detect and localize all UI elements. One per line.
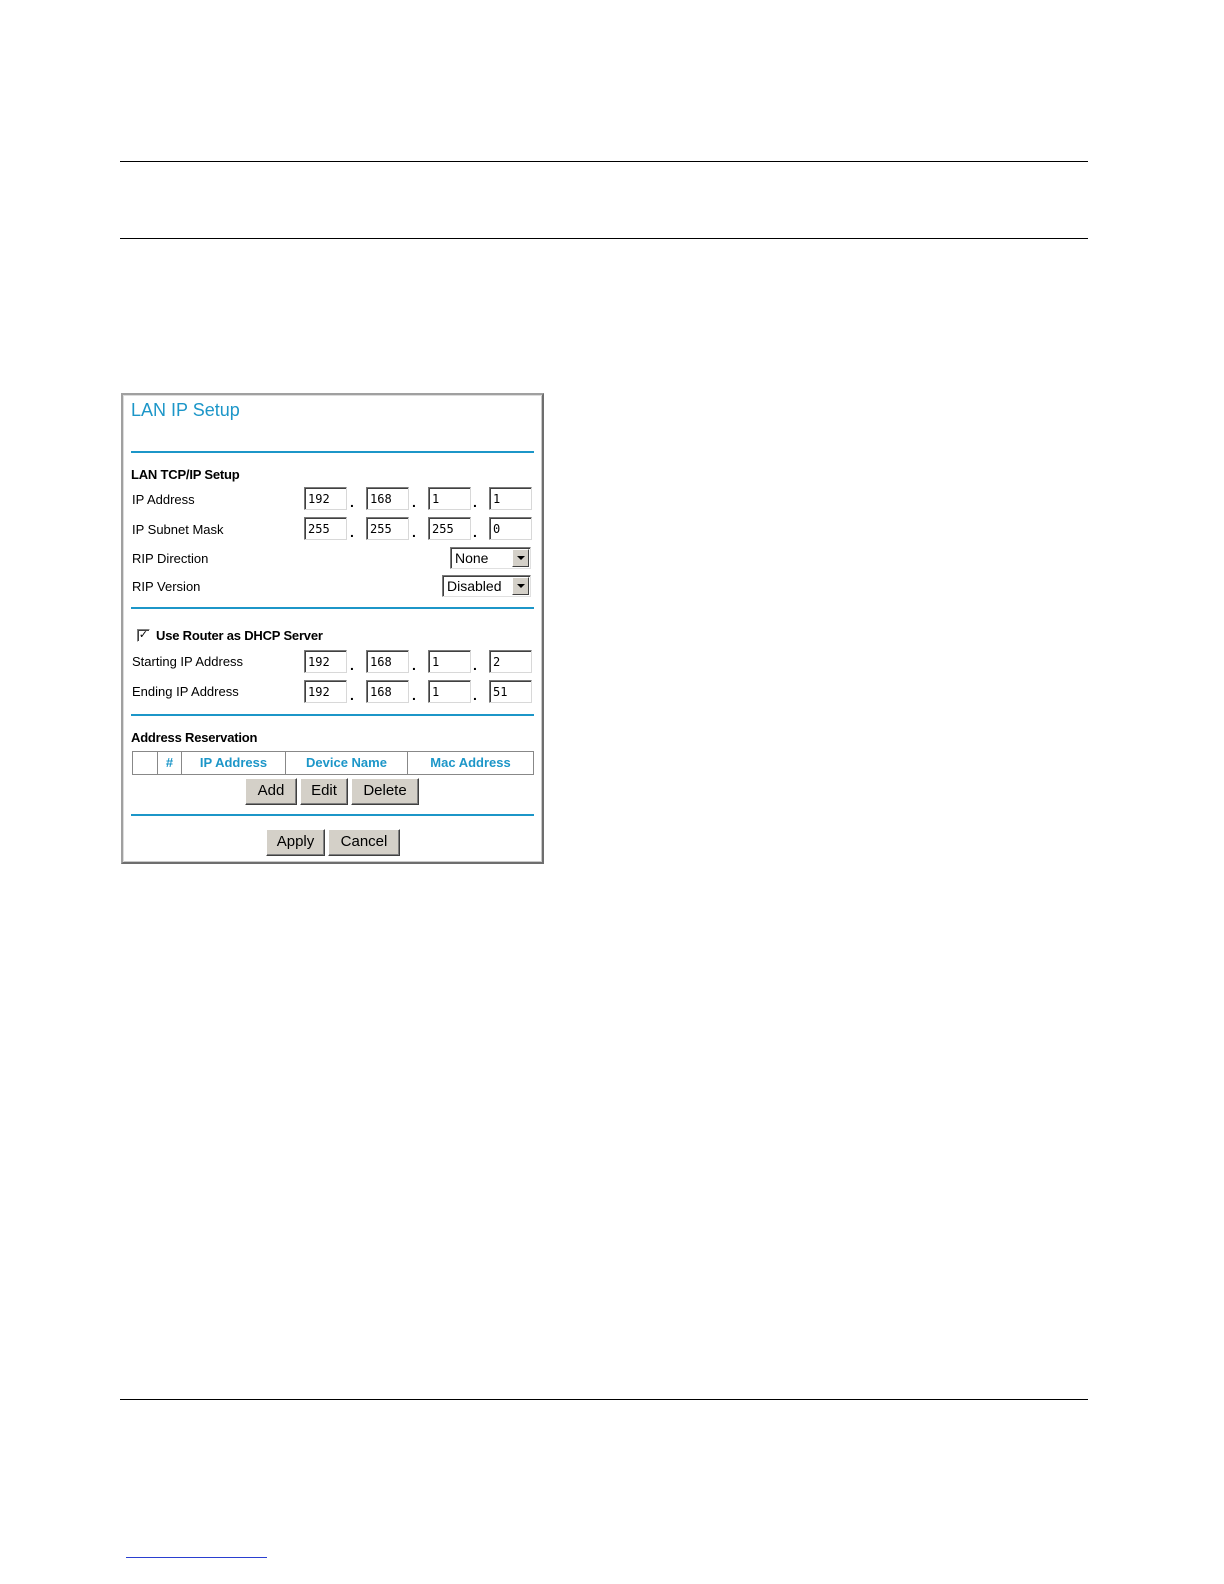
cancel-button[interactable]: Cancel bbox=[328, 829, 400, 856]
reservation-section-title: Address Reservation bbox=[131, 730, 258, 745]
rip-version-select[interactable] bbox=[442, 575, 531, 597]
ip-dot: . bbox=[350, 494, 354, 510]
chevron-down-icon[interactable] bbox=[512, 549, 529, 567]
starting-ip-octet-1[interactable]: 192 bbox=[304, 650, 347, 673]
ending-ip-octet-3[interactable]: 1 bbox=[428, 680, 471, 703]
reservation-divider bbox=[131, 814, 534, 816]
subnet-mask-octet-1[interactable]: 255 bbox=[304, 517, 347, 540]
ip-address-octet-4[interactable]: 1 bbox=[489, 487, 532, 510]
rip-direction-select[interactable] bbox=[450, 547, 531, 569]
ip-dot: . bbox=[412, 657, 416, 673]
ip-address-octet-2[interactable]: 168 bbox=[366, 487, 409, 510]
column-header-device-name: Device Name bbox=[286, 752, 408, 774]
footer-rule bbox=[120, 1399, 1088, 1400]
starting-ip-octet-4[interactable]: 2 bbox=[489, 650, 532, 673]
rip-version-label: RIP Version bbox=[132, 579, 201, 594]
footer-link-underline[interactable] bbox=[126, 1557, 267, 1558]
ip-address-octet-1[interactable]: 192 bbox=[304, 487, 347, 510]
ip-dot: . bbox=[473, 657, 477, 673]
column-header-mac-address: Mac Address bbox=[430, 755, 511, 770]
subnet-mask-octet-2[interactable]: 255 bbox=[366, 517, 409, 540]
dhcp-divider bbox=[131, 714, 534, 716]
starting-ip-label: Starting IP Address bbox=[132, 654, 244, 669]
dhcp-checkbox-label: Use Router as DHCP Server bbox=[156, 628, 323, 643]
header-rule-top bbox=[120, 161, 1088, 162]
apply-button[interactable]: Apply bbox=[266, 829, 325, 856]
chevron-down-icon[interactable] bbox=[512, 577, 529, 595]
column-header-ip-address: IP Address bbox=[182, 752, 286, 774]
reservation-table-header bbox=[132, 751, 534, 775]
ip-dot: . bbox=[473, 494, 477, 510]
ip-dot: . bbox=[412, 687, 416, 703]
ending-ip-octet-2[interactable]: 168 bbox=[366, 680, 409, 703]
ip-dot: . bbox=[473, 524, 477, 540]
column-header-number: # bbox=[158, 752, 182, 774]
ip-dot: . bbox=[412, 494, 416, 510]
tcpip-divider bbox=[131, 607, 534, 609]
ip-dot: . bbox=[473, 687, 477, 703]
lan-ip-setup-panel bbox=[121, 393, 544, 864]
starting-ip-octet-2[interactable]: 168 bbox=[366, 650, 409, 673]
delete-button[interactable]: Delete bbox=[351, 778, 419, 805]
ip-dot: . bbox=[350, 657, 354, 673]
subnet-mask-octet-3[interactable]: 255 bbox=[428, 517, 471, 540]
add-button[interactable]: Add bbox=[245, 778, 297, 805]
ip-address-octet-3[interactable]: 1 bbox=[428, 487, 471, 510]
subnet-mask-octet-4[interactable]: 0 bbox=[489, 517, 532, 540]
ip-dot: . bbox=[350, 687, 354, 703]
column-header-select bbox=[133, 752, 158, 774]
ending-ip-octet-1[interactable]: 192 bbox=[304, 680, 347, 703]
rip-direction-label: RIP Direction bbox=[132, 551, 209, 566]
ending-ip-octet-4[interactable]: 51 bbox=[489, 680, 532, 703]
panel-title: LAN IP Setup bbox=[131, 400, 240, 420]
subnet-mask-label: IP Subnet Mask bbox=[132, 522, 224, 537]
tcpip-section-title: LAN TCP/IP Setup bbox=[131, 467, 240, 482]
edit-button[interactable]: Edit bbox=[300, 778, 348, 805]
starting-ip-octet-3[interactable]: 1 bbox=[428, 650, 471, 673]
rip-direction-value: None bbox=[455, 550, 489, 566]
ip-address-label: IP Address bbox=[132, 492, 195, 507]
title-divider bbox=[131, 451, 534, 453]
ending-ip-label: Ending IP Address bbox=[132, 684, 239, 699]
ip-dot: . bbox=[350, 524, 354, 540]
rip-version-value: Disabled bbox=[447, 578, 502, 594]
ip-dot: . bbox=[412, 524, 416, 540]
header-rule-bottom bbox=[120, 238, 1088, 239]
dhcp-server-checkbox[interactable]: ✓ bbox=[138, 629, 149, 641]
